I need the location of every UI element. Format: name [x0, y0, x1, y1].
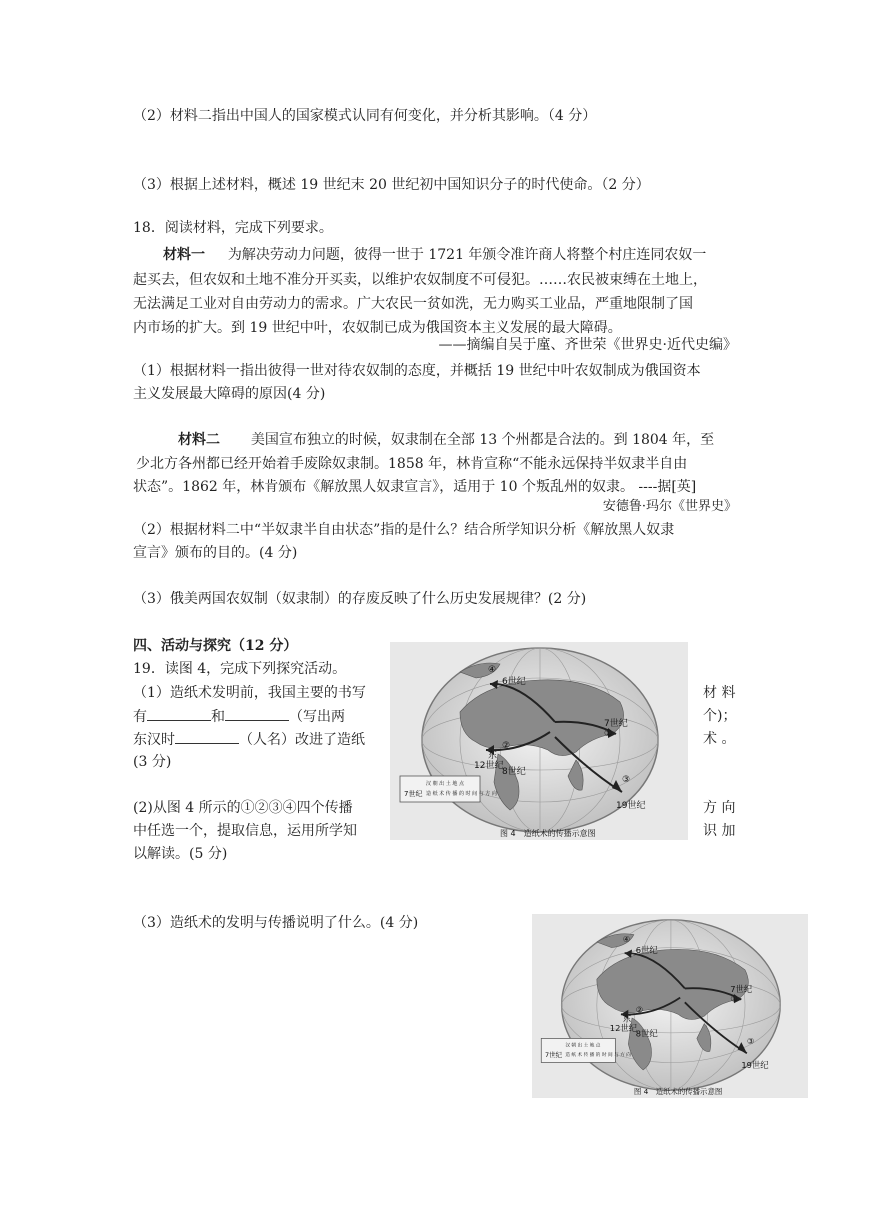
- q19-part3: （3）造纸术的发明与传播说明了什么。(4 分): [133, 915, 419, 931]
- q18-material1-line1: [163, 245, 706, 265]
- map2-label-19c: 19世纪: [741, 1060, 769, 1071]
- map2-label-1: ①: [730, 993, 738, 1004]
- q18-question2-line1: （2）根据材料二中“半奴隶半自由状态”指的是什么？结合所学知识分析《解放黑人奴隶: [133, 522, 675, 538]
- q19-part1-line1b: 材 料: [703, 685, 736, 701]
- q19-part2-line1a: (2)从图 4 所示的①②③④四个传播: [133, 800, 353, 816]
- q18-heading: 18．阅读材料，完成下列要求。: [133, 220, 333, 236]
- q19-part2-line2a: 中任选一个，提取信息，运用所学知: [133, 823, 357, 839]
- paper-spread-map: [390, 642, 688, 840]
- q19-part1-line2d: 个)；: [703, 708, 737, 724]
- paper-spread-map-copy: [532, 914, 808, 1098]
- q19-part2-line2b: 识 加: [703, 823, 736, 839]
- material1-label: 材料一: [163, 247, 205, 263]
- section4-title: 四、活动与探究（12 分）: [133, 638, 298, 654]
- answer-prefix-donghan: 东汉时: [133, 732, 175, 748]
- map-label-6c: 6世纪: [502, 677, 526, 687]
- legend-box-label: 7世纪: [404, 790, 423, 798]
- map2-label-2: ②: [635, 1004, 644, 1015]
- q18-material1-line2: 起买去，但农奴和土地不准分开买卖，以维护农奴制度不可侵犯。……农民被束缚在土地上，: [133, 272, 707, 288]
- legend-item-1: 汉 朝 出 土 地 点: [426, 781, 464, 787]
- q18-question2-line2: 宣言》颁布的目的。(4 分): [133, 545, 298, 561]
- material1-source: ——摘编自吴于廑、齐世荣《世界史·近代史编》: [438, 337, 737, 353]
- answer-blank-3[interactable]: [175, 729, 239, 744]
- q19-part1-score: (3 分): [133, 754, 172, 770]
- legend2-item-2: 造 纸 术 传 播 的 时 间 与 方 向: [565, 1053, 631, 1059]
- q18-material2-line2: 少北方各州都已经开始着手废除奴隶制。1858 年，林肯宣称“不能永远保持半奴隶半自由: [136, 456, 688, 472]
- answer-and: 和: [211, 709, 225, 725]
- q19-part1-line3: [133, 729, 365, 750]
- answer-blank-2[interactable]: [225, 706, 289, 721]
- q18-question1-line1: （1）根据材料一指出彼得一世对待农奴制的态度，并概括 19 世纪中叶农奴制成为俄国资本: [133, 363, 701, 379]
- q19-part2-line3: 以解读。(5 分): [133, 846, 228, 862]
- q18-question1-line2: 主义发展最大障碍的原因(4 分): [133, 386, 326, 402]
- map2-label-12c: 12世纪: [609, 1023, 638, 1034]
- q19-part1-line3c: 术 。: [703, 731, 736, 747]
- map-label-7c: 7世纪: [604, 719, 628, 729]
- q18-material2-line3: 状态”。1862 年，林肯颁布《解放黑人奴隶宣言》，适用于 10 个叛乱州的奴隶。 ----据[英]: [133, 479, 697, 495]
- map-caption: 图 4 造纸术的传播示意图: [500, 829, 596, 838]
- map2-label-7c: 7世纪: [730, 984, 753, 995]
- q19-heading: 19．读图 4，完成下列探究活动。: [133, 661, 347, 677]
- legend-item-2: 造 纸 术 传 播 的 时 间 与 方 向: [426, 791, 497, 797]
- q18-material1-line4: 内市场的扩大。到 19 世纪中叶，农奴制已成为俄国资本主义发展的最大障碍。: [133, 320, 622, 336]
- map-label-2: ②: [502, 741, 511, 751]
- map-label-12c: 12世纪: [474, 761, 504, 771]
- map-label-19c: 19世纪: [616, 801, 646, 811]
- answer-person: （人名）改进了造纸: [239, 732, 365, 748]
- legend2-box-label: 7世纪: [544, 1050, 563, 1059]
- map-label-4: ④: [488, 665, 497, 675]
- map-label-3: ③: [622, 775, 631, 785]
- map2-label-3: ③: [746, 1035, 755, 1046]
- map-graphic: [390, 642, 688, 840]
- answer-blank-1[interactable]: [147, 706, 211, 721]
- legend2-item-1: 汉 朝 出 土 地 点: [565, 1043, 601, 1049]
- map2-label-4: ④: [622, 934, 631, 945]
- q19-part1-line2: [133, 706, 345, 727]
- answer-prefix-you: 有: [133, 709, 147, 725]
- map-label-8c: 8世纪: [502, 767, 526, 777]
- answer-note: （写出两: [289, 709, 345, 725]
- map2-label-east: 东: [622, 1013, 632, 1024]
- material2-text: 美国宣布独立的时候，奴隶制在全部 13 个州都是合法的。到 1804 年，至: [250, 432, 715, 448]
- map-label-east: 东: [488, 751, 498, 761]
- map-graphic-copy: [532, 914, 808, 1098]
- q17-part3: （3）根据上述材料，概述 19 世纪末 20 世纪初中国知识分子的时代使命。（2 分）: [133, 177, 650, 193]
- map2-caption: 图 4 造纸术的传播示意图: [633, 1086, 723, 1096]
- material1-text: 为解决劳动力问题，彼得一世于 1721 年颁令准许商人将整个村庄连同农奴一: [227, 247, 707, 263]
- q18-question3: （3）俄美两国农奴制（奴隶制）的存废反映了什么历史发展规律？(2 分): [133, 591, 587, 607]
- material2-source: 安德鲁·玛尔《世界史》: [602, 499, 737, 514]
- map2-label-6c: 6世纪: [635, 945, 658, 956]
- q19-part2-line1b: 方 向: [703, 800, 736, 816]
- map2-label-8c: 8世纪: [635, 1028, 658, 1039]
- q18-material2-line1: [178, 430, 714, 450]
- q18-material1-line3: 无法满足工业对自由劳动力的需求。广大农民一贫如洗，无力购买工业品，严重地限制了国: [133, 296, 693, 312]
- material2-label: 材料二: [178, 432, 220, 448]
- map-label-1: ①: [604, 729, 613, 739]
- q17-part2: （2）材料二指出中国人的国家模式认同有何变化，并分析其影响。（4 分）: [133, 108, 597, 124]
- q19-part1-line1a: （1）造纸术发明前，我国主要的书写: [133, 685, 366, 701]
